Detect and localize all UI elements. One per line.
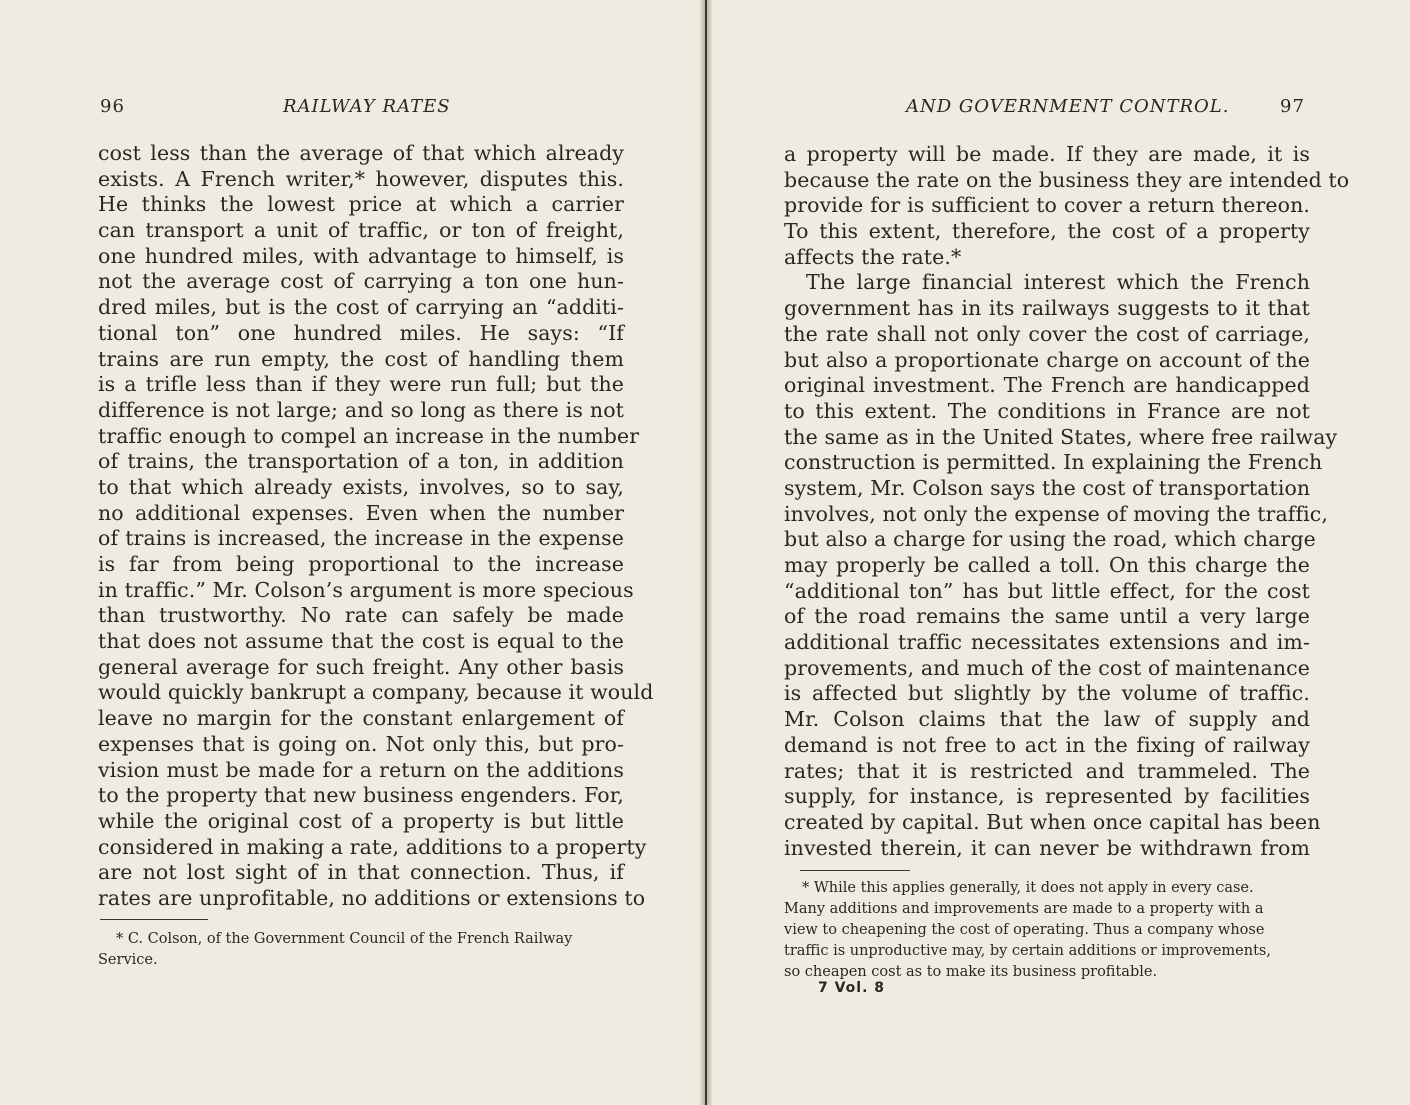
text-line: that does not assume that the cost is equal to the (98, 629, 624, 654)
text-line: considered in making a rate, additions to a property (98, 834, 647, 859)
text-line: “additional ton” has but little effect, for the cost (784, 578, 1310, 603)
left-body-text (98, 141, 654, 912)
text-line: because the rate on the business they are intended to (784, 167, 1350, 192)
left-running-head: RAILWAY RATES (283, 96, 451, 117)
text-line: affects the rate.* (784, 244, 962, 269)
text-line: original investment. The French are handicapped (784, 373, 1310, 398)
text-line: difference is not large; and so long as there is not (98, 397, 624, 422)
text-line: of trains is increased, the increase in the expense (98, 526, 624, 551)
text-line: is affected but slightly by the volume of traffic. (784, 681, 1310, 706)
text-line: no additional expenses. Even when the number (98, 500, 624, 525)
text-line: vision must be made for a return on the additions (98, 757, 624, 782)
text-line: rates are unprofitable, no additions or extensions to (98, 885, 646, 910)
text-line: of the road remains the same until a very large (784, 604, 1310, 629)
text-line: would quickly bankrupt a company, because it would (98, 680, 654, 705)
text-line: is far from being proportional to the increase (98, 552, 624, 576)
text-line: are not lost sight of in that connection. Thus, if (98, 860, 624, 885)
text-line: in traffic.” Mr. Colson’s argument is more specious (98, 577, 634, 602)
text-line: can transport a unit of traffic, or ton of freight, (98, 218, 624, 243)
text-line: not the average cost of carrying a ton one hun- (98, 269, 624, 294)
text-line: created by capital. But when once capital has been (784, 809, 1321, 834)
text-line: demand is not free to act in the fixing of railway (784, 732, 1310, 757)
text-line: invested therein, it can never be withdrawn from (784, 835, 1310, 860)
footnote-line: * C. Colson, of the Government Council of the French Railway (116, 931, 573, 947)
text-line: rates; that it is restricted and trammeled. The (784, 758, 1310, 783)
text-line: exists. A French writer,* however, disputes this. (98, 166, 624, 191)
text-line: may properly be called a toll. On this charge the (784, 553, 1310, 577)
text-line: The large financial interest which the French (806, 270, 1310, 295)
text-line: of trains, the transportation of a ton, in addition (98, 449, 624, 474)
text-line: dred miles, but is the cost of carrying an “additi- (98, 295, 624, 320)
left-footnote (98, 929, 622, 971)
gutter-line (705, 0, 707, 1105)
text-line: trains are run empty, the cost of handling them (98, 346, 624, 371)
right-header (906, 96, 1306, 122)
text-line: but also a charge for using the road, which charge (784, 527, 1316, 552)
text-line: system, Mr. Colson says the cost of transportation (784, 475, 1311, 500)
text-line: to this extent. The conditions in France are not (784, 398, 1310, 423)
text-line: cost less than the average of that which already (98, 141, 624, 165)
text-line: to that which already exists, involves, so to say, (98, 474, 624, 499)
text-line: is a trifle less than if they were run full; but the (98, 372, 624, 397)
text-line: provements, and much of the cost of maintenance (784, 655, 1310, 680)
text-line: supply, for instance, is represented by facilities (784, 784, 1310, 809)
text-line: provide for is sufficient to cover a return thereon. (784, 193, 1310, 218)
right-running-head: AND GOVERNMENT CONTROL. (906, 96, 1230, 117)
footnote-line: Many additions and improvements are made to a property with a (784, 901, 1264, 917)
text-line: but also a proportionate charge on account of the (784, 347, 1310, 372)
text-line: the rate shall not only cover the cost of carriage, (784, 321, 1310, 346)
footnote-line: so cheapen cost as to make its business profitable. (784, 964, 1158, 980)
text-line: than trustworthy. No rate can safely be made (98, 603, 624, 628)
left-footnote-rule (100, 919, 208, 920)
text-line: general average for such freight. Any other basis (98, 654, 624, 679)
text-line: To this extent, therefore, the cost of a property (784, 219, 1310, 244)
text-line: the same as in the United States, where free railway (784, 424, 1338, 449)
text-line: a property will be made. If they are made, it is (784, 142, 1310, 166)
footnote-line: * While this applies generally, it does not apply in every case. (802, 880, 1254, 896)
right-footnote (784, 878, 1312, 983)
footnote-line: Service. (98, 952, 158, 968)
text-line: government has in its railways suggests to it that (784, 296, 1310, 321)
text-line: while the original cost of a property is but little (98, 808, 624, 833)
right-page-number: 97 (1280, 96, 1305, 117)
text-line: Mr. Colson claims that the law of supply and (784, 707, 1310, 732)
text-line: He thinks the lowest price at which a carrier (98, 192, 624, 217)
footnote-line: view to cheapening the cost of operating. Thus a company whose (784, 922, 1265, 938)
text-line: expenses that is going on. Not only this, but pro- (98, 731, 624, 756)
text-line: additional traffic necessitates extensions and im- (784, 630, 1310, 655)
text-line: to the property that new business engenders. For, (98, 783, 624, 808)
text-line: construction is permitted. In explaining the French (784, 450, 1323, 475)
signature-mark: 7 Vol. 8 (818, 980, 886, 996)
right-footnote-rule (800, 870, 910, 871)
left-page-number: 96 (100, 96, 125, 117)
text-line: traffic enough to compel an increase in the number (98, 423, 640, 448)
text-line: involves, not only the expense of moving the traffic, (784, 501, 1328, 526)
text-line: tional ton” one hundred miles. He says: “If (98, 320, 624, 345)
left-header (100, 96, 630, 122)
text-line: leave no margin for the constant enlargement of (98, 706, 624, 731)
right-page (706, 0, 1410, 1105)
right-body-text (784, 142, 1350, 861)
text-line: one hundred miles, with advantage to himself, is (98, 243, 624, 268)
footnote-line: traffic is unproductive may, by certain additions or improvements, (784, 943, 1271, 959)
